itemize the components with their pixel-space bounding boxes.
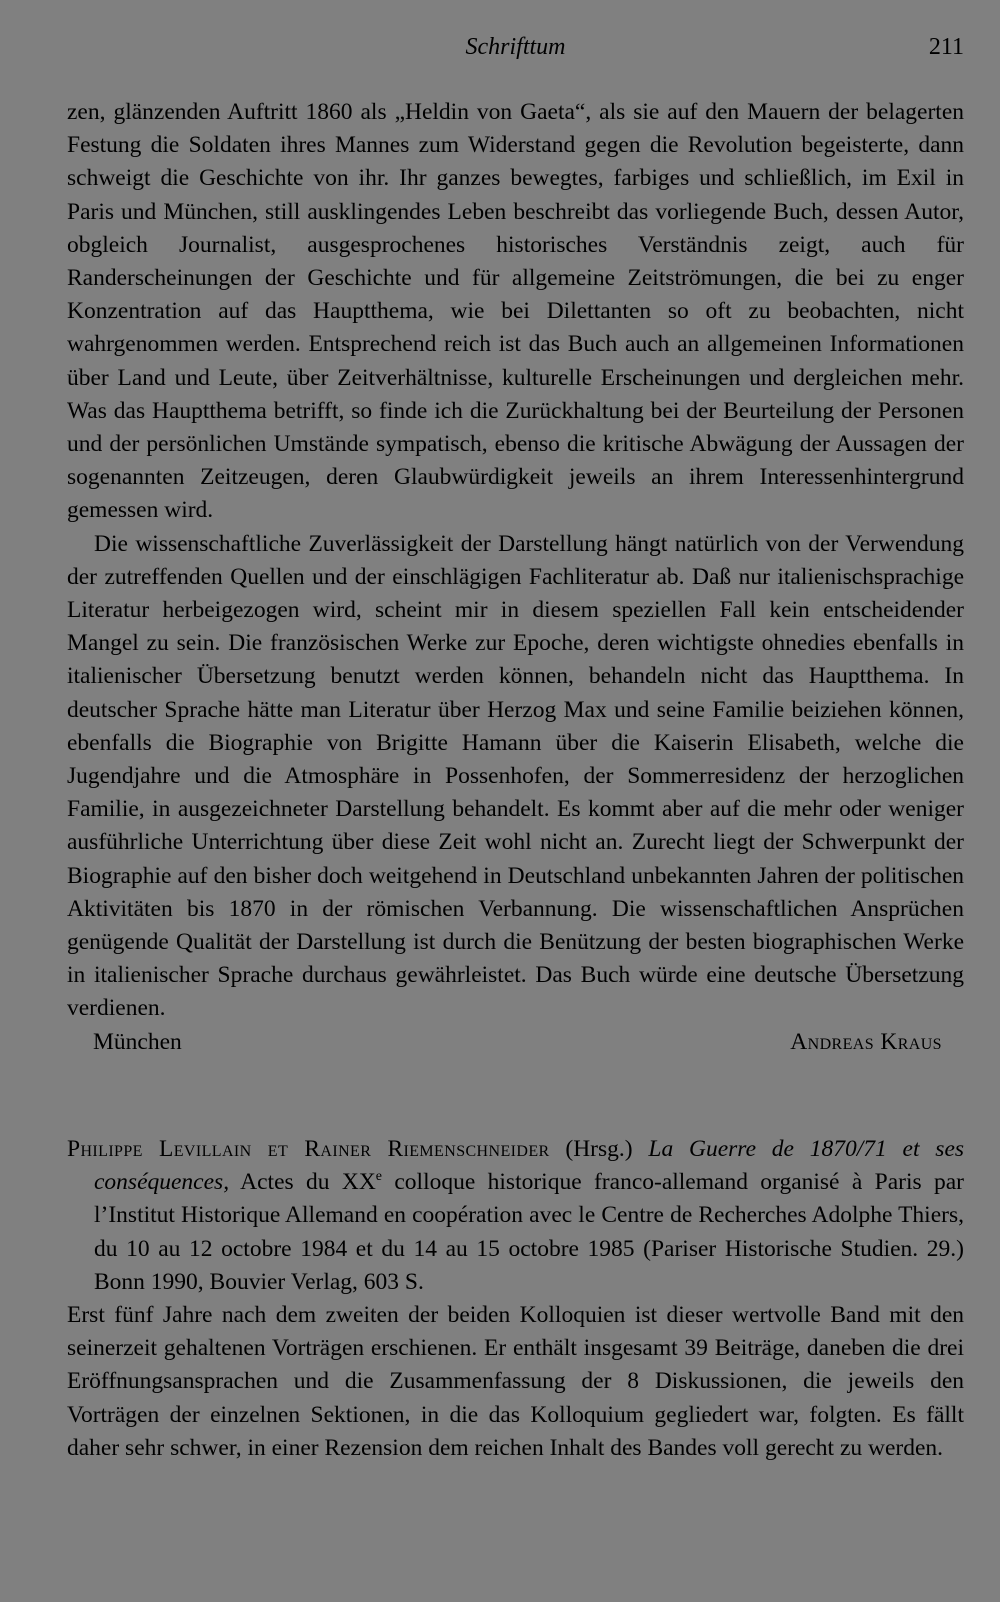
review-place: München xyxy=(93,1028,182,1055)
reviewer-name: Andreas Kraus xyxy=(790,1028,942,1055)
review-2-citation xyxy=(67,1133,964,1299)
review-1-paragraph-1: zen, glänzenden Auftritt 1860 als „Heldin von Gaeta“, als sie auf den Mauern der belagerten Festung die Soldaten ihres Mannes zum Widerstand gegen die Revolution begeisterte, dann schweigt die Geschichte von ihr. Ihr ganzes bewegtes, farbiges und schließlich, im Exil in Paris und München, still ausklingendes Leben beschreibt das vorliegende Buch, dessen Autor, obgleich Journalist, ausgesprochenes historisches Verständnis zeigt, auch für Randerscheinungen der Geschichte und für allgemeine Zeitströmungen, die bei zu enger Konzentration auf das Hauptthema, wie bei Dilettanten so oft zu beobachten, nicht wahrgenommen werden. Entsprechend reich ist das Buch auch an allgemeinen Informationen über Land und Leute, über Zeitverhältnisse, kulturelle Erscheinungen und dergleichen mehr. Was das Hauptthema betrifft, so finde ich die Zurückhaltung bei der Beurteilung der Personen und der persönlichen Umstände sympatisch, ebenso die kritische Abwägung der Aussagen der sogenannten Zeitzeugen, deren Glaubwürdigkeit jeweils an ihrem Interessenhintergrund gemessen wird. xyxy=(67,99,964,524)
running-header xyxy=(67,34,964,68)
section-gap xyxy=(67,1059,964,1133)
review-1-signature xyxy=(67,1026,964,1059)
book-details: colloque historique franco-allemand organisé à Paris par l’Institut Historique Allemand en coopération avec le Centre de Recherches Adolphe Thiers, du 10 au 12 octobre 1984 et du 14 au 15 octobre 1985 (Pariser Historische Studien. 29.) Bonn 1990, Bouvier Verlag, 603 S. xyxy=(94,1169,964,1295)
superscript-e: e xyxy=(375,1169,383,1185)
review-1-paragraph-2: Die wissenschaftliche Zuverlässigkeit der Darstellung hängt natürlich von der Verwendung der zutreffenden Quellen und der einschlägigen Fachliteratur ab. Daß nur italienischsprachige Literatur herbeigezogen wird, scheint mir in diesem speziellen Fall kein entscheidender Mangel zu sein. Die französischen Werke zur Epoche, deren wichtigste ohnedies ebenfalls in italienischer Übersetzung benutzt werden können, behandeln nicht das Hauptthema. In deutscher Sprache hätte man Literatur über Herzog Max und seine Familie beiziehen können, ebenfalls die Biographie von Brigitte Hamann über die Kaiserin Elisabeth, welche die Jugendjahre und die Atmosphäre in Possenhofen, der Sommerresidenz der herzoglichen Familie, in ausgezeichneter Darstellung behandelt. Es kommt aber auf die mehr oder weniger ausführliche Unterrichtung über diese Zeit wohl nicht an. Zurecht liegt der Schwerpunkt der Biographie auf den bisher doch weitgehend in Deutschland unbekannten Jahren der politischen Aktivitäten bis 1870 in der römischen Verbannung. Die wissenschaftlichen Ansprüchen genügende Qualität der Darstellung ist durch die Benützung der besten biographischen Werke in italienischer Sprache durchaus gewährleistet. Das Buch würde eine deutsche Übersetzung verdienen. xyxy=(67,530,964,1022)
page-number: 211 xyxy=(928,34,964,60)
book-title: La Guerre de 1870/71 et ses conséquences, xyxy=(94,1135,965,1196)
review-2-paragraph-1: Erst fünf Jahre nach dem zweiten der beiden Kolloquien ist dieser wertvolle Band mit den seinerzeit gehaltenen Vorträgen erschienen. Er enthält insgesamt 39 Beiträge, daneben die drei Eröffnungsansprachen und die Zusammenfassung der 8 Diskussionen, die jeweils den Vorträgen der einzelnen Sektionen, in die das Kolloquium gegliedert war, folgten. Es fällt daher sehr schwer, in einer Rezension dem reichen Inhalt des Bandes voll gerecht zu werden. xyxy=(67,1301,964,1461)
editor-role: (Hrsg.) xyxy=(565,1135,633,1162)
page-body xyxy=(67,96,964,1465)
book-details-start: Actes du XX xyxy=(240,1169,376,1196)
running-title: Schrifttum xyxy=(465,34,566,60)
book-editors: Philippe Levillain et Rainer Riemenschneider xyxy=(67,1135,550,1162)
